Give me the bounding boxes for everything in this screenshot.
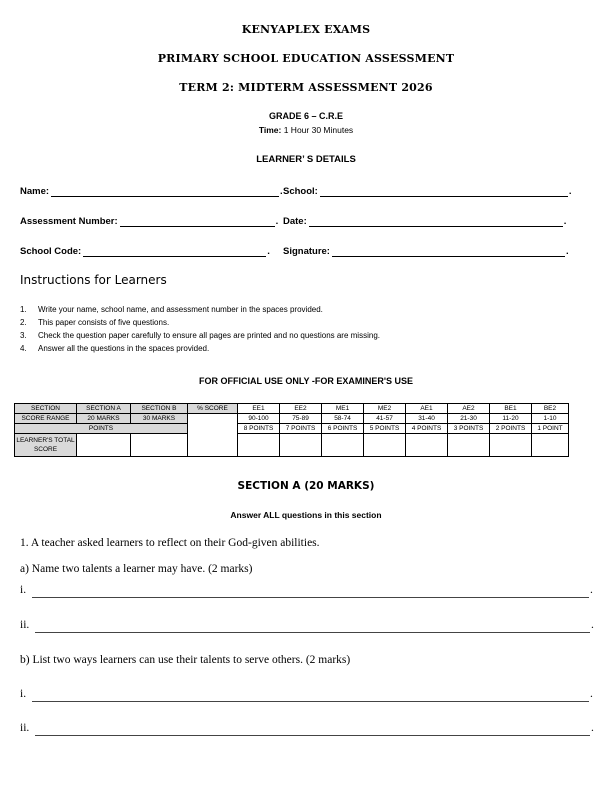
table-cell: 11-20 (490, 414, 532, 424)
table-cell: BE2 (532, 404, 569, 414)
term-title: TERM 2: MIDTERM ASSESSMENT 2026 (179, 81, 433, 94)
table-cell: AE1 (406, 404, 448, 414)
signature-line[interactable] (332, 246, 565, 257)
examiner-score-table (14, 403, 569, 457)
table-cell: 1-10 (532, 414, 569, 424)
school-label: School: (283, 186, 318, 197)
table-cell: EE1 (238, 404, 280, 414)
section-b-score-cell[interactable] (131, 434, 188, 457)
table-cell: SCORE RANGE (15, 414, 77, 424)
assessment-number-label: Assessment Number: (20, 216, 118, 227)
table-cell: BE1 (490, 404, 532, 414)
table-cell (406, 434, 448, 457)
answer-line-1a-ii[interactable] (35, 632, 590, 633)
question-1b: b) List two ways learners can use their talents to serve others. (2 marks) (20, 654, 351, 666)
learner-details-title: LEARNER’ S DETAILS (256, 154, 356, 165)
table-cell: 8 POINTS (238, 424, 280, 434)
date-line[interactable] (309, 216, 563, 227)
table-cell (448, 434, 490, 457)
table-cell: 7 POINTS (280, 424, 322, 434)
answer-line-1b-ii[interactable] (35, 735, 590, 736)
table-cell (280, 434, 322, 457)
answer-label-1a-i: i. (20, 584, 27, 596)
instruction-item-4: 4. Answer all the questions in the spaces provided. (20, 344, 210, 353)
school-line[interactable] (320, 186, 568, 197)
table-row-learner-total (15, 434, 569, 457)
table-cell: 3 POINTS (448, 424, 490, 434)
assessment-title: PRIMARY SCHOOL EDUCATION ASSESSMENT (157, 52, 455, 65)
instructions-title: Instructions for Learners (20, 273, 167, 287)
assessment-number-line[interactable] (120, 216, 275, 227)
answer-label-1b-i: i. (20, 688, 27, 700)
table-cell: POINTS (15, 424, 188, 434)
table-cell: ME2 (364, 404, 406, 414)
answer-label-1a-ii: ii. (20, 619, 30, 631)
time-label: Time: (258, 125, 282, 135)
table-cell (238, 434, 280, 457)
table-cell: 90-100 (238, 414, 280, 424)
percent-score-cell[interactable] (188, 414, 238, 457)
table-cell: SECTION B (131, 404, 188, 414)
instruction-item-2: 2. This paper consists of five questions. (20, 318, 170, 327)
section-a-subtitle: Answer ALL questions in this section (230, 510, 382, 520)
table-cell: 4 POINTS (406, 424, 448, 434)
official-use-title: FOR OFFICIAL USE ONLY -FOR EXAMINER'S USE (199, 376, 413, 386)
instruction-item-3: 3. Check the question paper carefully to ensure all pages are printed and no questions are missing. (20, 331, 380, 340)
table-cell: % SCORE (188, 404, 238, 414)
answer-line-1a-i[interactable] (32, 597, 589, 598)
signature-label: Signature: (283, 246, 330, 257)
table-cell: LEARNER'S TOTAL SCORE (15, 434, 77, 457)
assessment-number-field[interactable]: Assessment Number: . (20, 216, 279, 227)
time-allowed (0, 125, 612, 135)
section-a-score-cell[interactable] (77, 434, 131, 457)
table-cell: AE2 (448, 404, 490, 414)
question-1a: a) Name two talents a learner may have. (2 marks) (20, 563, 253, 575)
question-1: 1. A teacher asked learners to reflect on their God-given abilities. (20, 537, 320, 549)
table-cell (364, 434, 406, 457)
table-cell: EE2 (280, 404, 322, 414)
table-cell: 30 MARKS (131, 414, 188, 424)
school-code-line[interactable] (83, 246, 266, 257)
school-code-field[interactable]: School Code: . (20, 246, 270, 257)
table-row-score-range (15, 414, 569, 424)
answer-label-1b-ii: ii. (20, 722, 30, 734)
table-cell: 21-30 (448, 414, 490, 424)
table-cell: 58-74 (322, 414, 364, 424)
school-code-label: School Code: (20, 246, 82, 257)
date-label: Date: (283, 216, 307, 227)
table-cell: SECTION A (77, 404, 131, 414)
instruction-item-1: 1. Write your name, school name, and assessment number in the spaces provided. (20, 305, 323, 314)
grade-subject: GRADE 6 – C.R.E (268, 111, 344, 121)
table-cell: 41-57 (364, 414, 406, 424)
answer-line-1b-i[interactable] (32, 701, 589, 702)
table-cell: 2 POINTS (490, 424, 532, 434)
school-field[interactable]: School: . (283, 186, 572, 197)
signature-field[interactable]: Signature: . (283, 246, 569, 257)
date-field[interactable]: Date: . (283, 216, 567, 227)
name-field[interactable]: Name: . (20, 186, 283, 197)
table-cell: 5 POINTS (364, 424, 406, 434)
table-cell (532, 434, 569, 457)
time-value: 1 Hour 30 Minutes (283, 125, 354, 135)
section-a-title: SECTION A (20 MARKS) (237, 480, 375, 492)
table-cell: SECTION (15, 404, 77, 414)
table-cell: 75-89 (280, 414, 322, 424)
name-label: Name: (20, 186, 50, 197)
table-cell: 6 POINTS (322, 424, 364, 434)
table-cell: ME1 (322, 404, 364, 414)
table-cell: 31-40 (406, 414, 448, 424)
table-row-points (15, 424, 569, 434)
table-cell (322, 434, 364, 457)
table-cell: 1 POINT (532, 424, 569, 434)
table-cell (490, 434, 532, 457)
table-cell: 20 MARKS (77, 414, 131, 424)
name-line[interactable] (51, 186, 279, 197)
table-row-section (15, 404, 569, 414)
exam-body-title: KENYAPLEX EXAMS (241, 23, 371, 36)
